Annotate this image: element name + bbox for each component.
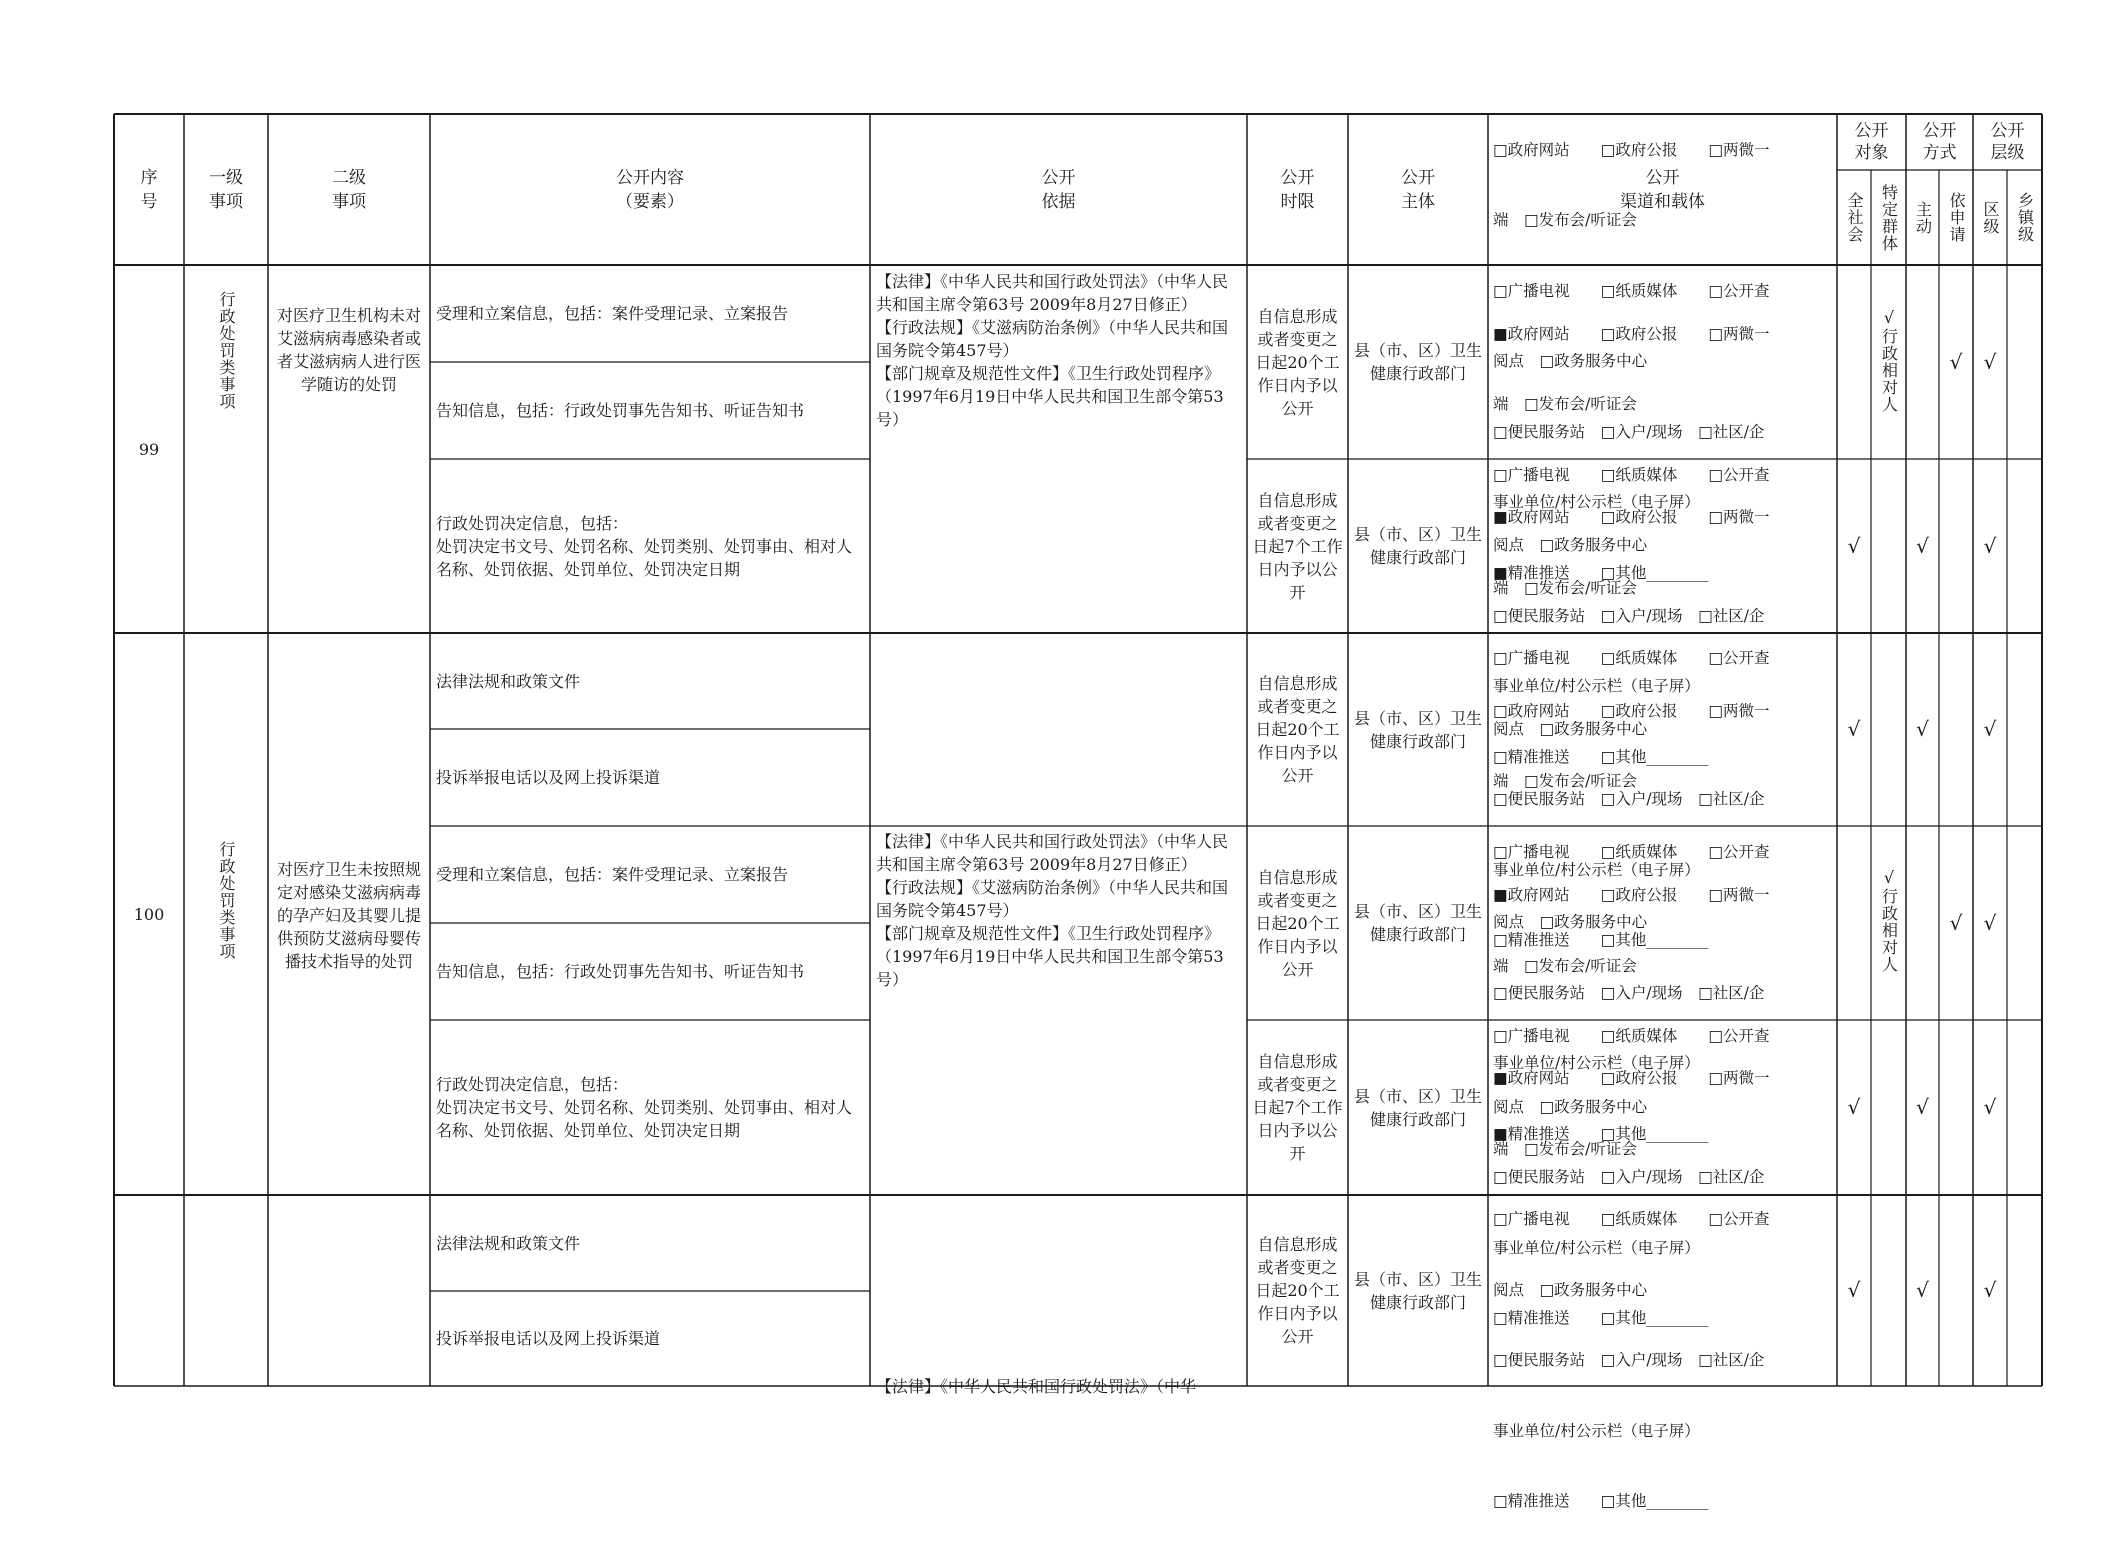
row99-time-b: 自信息形成或者变更之日起7个工作日内予以公开 [1252, 490, 1343, 602]
channel-board: 事业单位/村公示栏（电子屏） [1493, 1238, 1700, 1257]
channel-public-query: □公开查 [1708, 281, 1770, 300]
channel-public-query: □公开查 [1708, 1027, 1770, 1046]
row99-active-check-b: √ [1916, 533, 1929, 558]
header-target: 公开 对象 [1854, 121, 1889, 163]
row99-apply-check-a: √ [1949, 349, 1963, 374]
row99-target-specific-a: √行政相对人 [1879, 307, 1899, 413]
channel-service-station: □便民服务站 [1493, 1168, 1586, 1187]
channel-precise: □精准推送 [1493, 1492, 1570, 1511]
row99-content-2: 告知信息，包括：行政处罚事先告知书、听证告知书 [436, 401, 805, 420]
channel-radio-tv: □广播电视 [1493, 842, 1570, 861]
channel-precise: □精准推送 [1493, 931, 1570, 950]
channel-gazette: □政府公报 [1600, 886, 1678, 905]
channel-board: 事业单位/村公示栏（电子屏） [1493, 1054, 1700, 1073]
channel-service-center: □政务服务中心 [1539, 913, 1648, 932]
row100-active-check-a: √ [1916, 717, 1929, 741]
row100-apply-check-b: √ [1949, 910, 1963, 935]
row99-subject-b: 县（市、区）卫生健康行政部门 [1353, 525, 1482, 567]
channel-press: □发布会/听证会 [1524, 1139, 1637, 1158]
row100-level2: 对医疗卫生未按照规定对感染艾滋病病毒的孕产妇及其婴儿提供预防艾滋病母婴传播技术指导的处罚 [276, 859, 421, 971]
row101-channel-a [1488, 1069, 1837, 1511]
channel-paper: □纸质媒体 [1600, 649, 1678, 668]
channel-press: □发布会/听证会 [1524, 956, 1637, 975]
row100-active-check-c: √ [1916, 1095, 1929, 1119]
row101-time-a: 自信息形成或者变更之日起20个工作日内予以公开 [1255, 1235, 1340, 1346]
row101-content-0a: 法律法规和政策文件 [436, 1233, 581, 1253]
channel-duan: 端 [1493, 956, 1509, 975]
channel-board: 事业单位/村公示栏（电子屏） [1493, 677, 1700, 696]
row99-content-1: 受理和立案信息，包括：案件受理记录、立案报告 [436, 304, 789, 323]
channel-two-micro: □两微一 [1708, 1069, 1770, 1088]
channel-gov-site: ■政府网站 [1493, 508, 1570, 527]
channel-service-center: □政务服务中心 [1539, 1280, 1648, 1299]
row101-all-check-a: √ [1847, 1278, 1861, 1302]
channel-two-micro: □两微一 [1708, 140, 1770, 159]
channel-service-station: □便民服务站 [1493, 422, 1586, 441]
channel-paper: □纸质媒体 [1600, 842, 1678, 861]
channel-other: □其他________ [1600, 747, 1709, 766]
channel-precise: □精准推送 [1493, 747, 1570, 766]
channel-community: □社区/企 [1698, 422, 1765, 441]
channel-community: □社区/企 [1698, 983, 1765, 1002]
row100-content-3: 行政处罚决定信息，包括： 处罚决定书文号、处罚名称、处罚类别、处罚事由、相对人名称、处罚依据、处罚单位、处罚决定日期 [436, 1075, 853, 1140]
row100-level1: 行政处罚类事项 [217, 840, 236, 960]
row100-content-0a: 法律法规和政策文件 [436, 671, 581, 691]
channel-gov-site: ■政府网站 [1493, 324, 1570, 343]
channel-other: □其他________ [1600, 1124, 1709, 1143]
channel-gov-site: ■政府网站 [1493, 1069, 1570, 1088]
channel-other: □其他________ [1600, 931, 1709, 950]
channel-read-point: 阅点 [1493, 536, 1525, 555]
channel-door-to-door: □入户/现场 [1600, 422, 1683, 441]
header-seq: 序 号 [140, 167, 158, 212]
channel-door-to-door: □入户/现场 [1600, 1168, 1683, 1187]
channel-paper: □纸质媒体 [1600, 281, 1678, 300]
channel-service-station: □便民服务站 [1493, 1351, 1586, 1370]
channel-service-center: □政务服务中心 [1539, 1097, 1648, 1116]
channel-service-station: □便民服务站 [1493, 983, 1586, 1002]
channel-duan: 端 [1493, 395, 1509, 414]
row99-district-check-b: √ [1983, 533, 1997, 558]
channel-precise: ■精准推送 [1493, 563, 1570, 582]
row100-subject-c: 县（市、区）卫生健康行政部门 [1353, 1086, 1482, 1129]
row100-district-check-c: √ [1983, 1095, 1997, 1119]
channel-board: 事业单位/村公示栏（电子屏） [1493, 1421, 1700, 1440]
row100-time-c: 自信息形成或者变更之日起7个工作日内予以公开 [1252, 1052, 1343, 1163]
row100-basis: 【法律】《中华人民共和国行政处罚法》（中华人民共和国主席令第63号 2009年8月27日修正） 【行政法规】《艾滋病防治条例》（中华人民共和国国务院令第457号） 【部门规章及规范性文件】《卫生行政处罚程序》（1997年6月19日中华人民共和国卫生部令第53号） [876, 832, 1229, 989]
channel-community: □社区/企 [1698, 606, 1765, 625]
header-tier-township: 乡镇级 [2015, 192, 2035, 243]
channel-radio-tv: □广播电视 [1493, 465, 1570, 484]
channel-gazette: □政府公报 [1600, 508, 1678, 527]
channel-service-center: □政务服务中心 [1539, 719, 1648, 738]
row99-level1: 行政处罚类事项 [217, 290, 236, 410]
header-content: 公开内容 （要素） [616, 167, 684, 212]
row100-content-2: 告知信息，包括：行政处罚事先告知书、听证告知书 [436, 962, 805, 981]
row100-subject-a: 县（市、区）卫生健康行政部门 [1353, 708, 1482, 751]
header-tier-district: 区级 [1981, 200, 2000, 235]
channel-door-to-door: □入户/现场 [1600, 606, 1683, 625]
channel-door-to-door: □入户/现场 [1600, 790, 1683, 809]
row100-district-check-b: √ [1983, 910, 1997, 935]
row99-time-a: 自信息形成或者变更之日起20个工作日内予以公开 [1255, 306, 1340, 418]
channel-board: 事业单位/村公示栏（电子屏） [1493, 493, 1700, 512]
row99-all-check-b: √ [1847, 533, 1861, 558]
header-channel: 公开 渠道和载体 [1620, 167, 1705, 212]
header-level1: 一级 事项 [209, 167, 243, 212]
row99-basis: 【法律】《中华人民共和国行政处罚法》（中华人民共和国主席令第63号 2009年8月27日修正） 【行政法规】《艾滋病防治条例》（中华人民共和国国务院令第457号） 【部门规章及规范性文件】《卫生行政处罚程序》（1997年6月19日中华人民共和国卫生部令第53号） [876, 272, 1229, 429]
header-target-specific: 特定群体 [1879, 183, 1899, 252]
header-subject: 公开 主体 [1401, 167, 1435, 212]
channel-gazette: □政府公报 [1600, 324, 1678, 343]
row99-seq: 99 [138, 439, 160, 459]
row101-active-check-a: √ [1916, 1278, 1929, 1302]
channel-other: □其他________ [1600, 563, 1709, 582]
channel-gazette: □政府公报 [1600, 140, 1678, 159]
channel-service-center: □政务服务中心 [1539, 536, 1648, 555]
channel-duan: 端 [1493, 1139, 1509, 1158]
channel-radio-tv: □广播电视 [1493, 281, 1570, 300]
channel-precise: □精准推送 [1493, 1309, 1570, 1328]
channel-gov-site: □政府网站 [1493, 701, 1570, 720]
channel-board: 事业单位/村公示栏（电子屏） [1493, 860, 1700, 879]
channel-two-micro: □两微一 [1708, 508, 1770, 527]
row100-seq: 100 [133, 904, 165, 924]
channel-radio-tv: □广播电视 [1493, 1210, 1570, 1229]
channel-two-micro: □两微一 [1708, 324, 1770, 343]
row100-time-b: 自信息形成或者变更之日起20个工作日内予以公开 [1255, 867, 1340, 979]
header-time: 公开 时限 [1280, 167, 1315, 212]
channel-other: □其他________ [1600, 1492, 1709, 1511]
row99-content-3: 行政处罚决定信息，包括： 处罚决定书文号、处罚名称、处罚类别、处罚事由、相对人名称、处罚依据、处罚单位、处罚决定日期 [436, 513, 853, 579]
channel-press: □发布会/听证会 [1524, 772, 1637, 791]
channel-community: □社区/企 [1698, 790, 1765, 809]
header-method-active: 主动 [1913, 200, 1933, 235]
channel-other: □其他________ [1600, 1309, 1709, 1328]
channel-paper: □纸质媒体 [1600, 465, 1678, 484]
channel-duan: 端 [1493, 772, 1509, 791]
channel-gov-site: □政府网站 [1493, 140, 1570, 159]
channel-press: □发布会/听证会 [1524, 211, 1637, 230]
header-target-all: 全社会 [1845, 192, 1864, 243]
row99-level2: 对医疗卫生机构未对艾滋病病毒感染者或者艾滋病病人进行医学随访的处罚 [276, 306, 421, 394]
channel-public-query: □公开查 [1708, 1210, 1770, 1229]
row100-all-check-a: √ [1847, 717, 1861, 741]
row99-subject-a: 县（市、区）卫生健康行政部门 [1353, 341, 1482, 383]
header-method: 公开 方式 [1922, 121, 1957, 163]
channel-service-center: □政务服务中心 [1539, 352, 1648, 371]
channel-door-to-door: □入户/现场 [1600, 1351, 1683, 1370]
channel-paper: □纸质媒体 [1600, 1027, 1678, 1046]
header-level2: 二级 事项 [332, 167, 366, 212]
channel-gov-site: ■政府网站 [1493, 886, 1570, 905]
channel-service-station: □便民服务站 [1493, 790, 1586, 809]
header-tier: 公开 层级 [1990, 121, 2025, 163]
row100-subject-b: 县（市、区）卫生健康行政部门 [1353, 902, 1482, 944]
row101-subject-a: 县（市、区）卫生健康行政部门 [1353, 1269, 1482, 1312]
channel-public-query: □公开查 [1708, 842, 1770, 861]
channel-gazette: □政府公报 [1600, 1069, 1678, 1088]
channel-read-point: 阅点 [1493, 1280, 1525, 1299]
channel-gazette: □政府公报 [1600, 701, 1678, 720]
channel-read-point: 阅点 [1493, 719, 1525, 738]
channel-paper: □纸质媒体 [1600, 1210, 1678, 1229]
row100-content-0b: 投诉举报电话以及网上投诉渠道 [436, 768, 661, 787]
channel-community: □社区/企 [1698, 1351, 1765, 1370]
channel-door-to-door: □入户/现场 [1600, 983, 1683, 1002]
channel-two-micro: □两微一 [1708, 701, 1770, 720]
channel-press: □发布会/听证会 [1524, 395, 1637, 414]
channel-community: □社区/企 [1698, 1168, 1765, 1187]
row99-district-check-a: √ [1983, 349, 1997, 374]
channel-two-micro: □两微一 [1708, 886, 1770, 905]
row100-all-check-c: √ [1847, 1095, 1861, 1119]
channel-read-point: 阅点 [1493, 352, 1525, 371]
channel-public-query: □公开查 [1708, 649, 1770, 668]
row101-district-check-a: √ [1983, 1278, 1997, 1302]
row101-basis-partial: 【法律】《中华人民共和国行政处罚法》（中华 [876, 1377, 1197, 1396]
channel-duan: 端 [1493, 578, 1509, 597]
channel-read-point: 阅点 [1493, 913, 1525, 932]
channel-read-point: 阅点 [1493, 1097, 1525, 1116]
channel-service-station: □便民服务站 [1493, 606, 1586, 625]
header-method-apply: 依申请 [1947, 192, 1966, 243]
channel-duan: 端 [1493, 211, 1509, 230]
channel-radio-tv: □广播电视 [1493, 649, 1570, 668]
row100-target-specific-b: √行政相对人 [1879, 867, 1899, 973]
channel-press: □发布会/听证会 [1524, 578, 1637, 597]
row100-time-a: 自信息形成或者变更之日起20个工作日内予以公开 [1255, 674, 1340, 785]
channel-public-query: □公开查 [1708, 465, 1770, 484]
row101-content-0b: 投诉举报电话以及网上投诉渠道 [436, 1329, 661, 1348]
header-basis: 公开 依据 [1041, 167, 1076, 212]
row100-content-1: 受理和立案信息，包括：案件受理记录、立案报告 [436, 865, 789, 884]
channel-radio-tv: □广播电视 [1493, 1027, 1570, 1046]
row100-district-check-a: √ [1983, 717, 1997, 741]
channel-precise: ■精准推送 [1493, 1124, 1570, 1143]
